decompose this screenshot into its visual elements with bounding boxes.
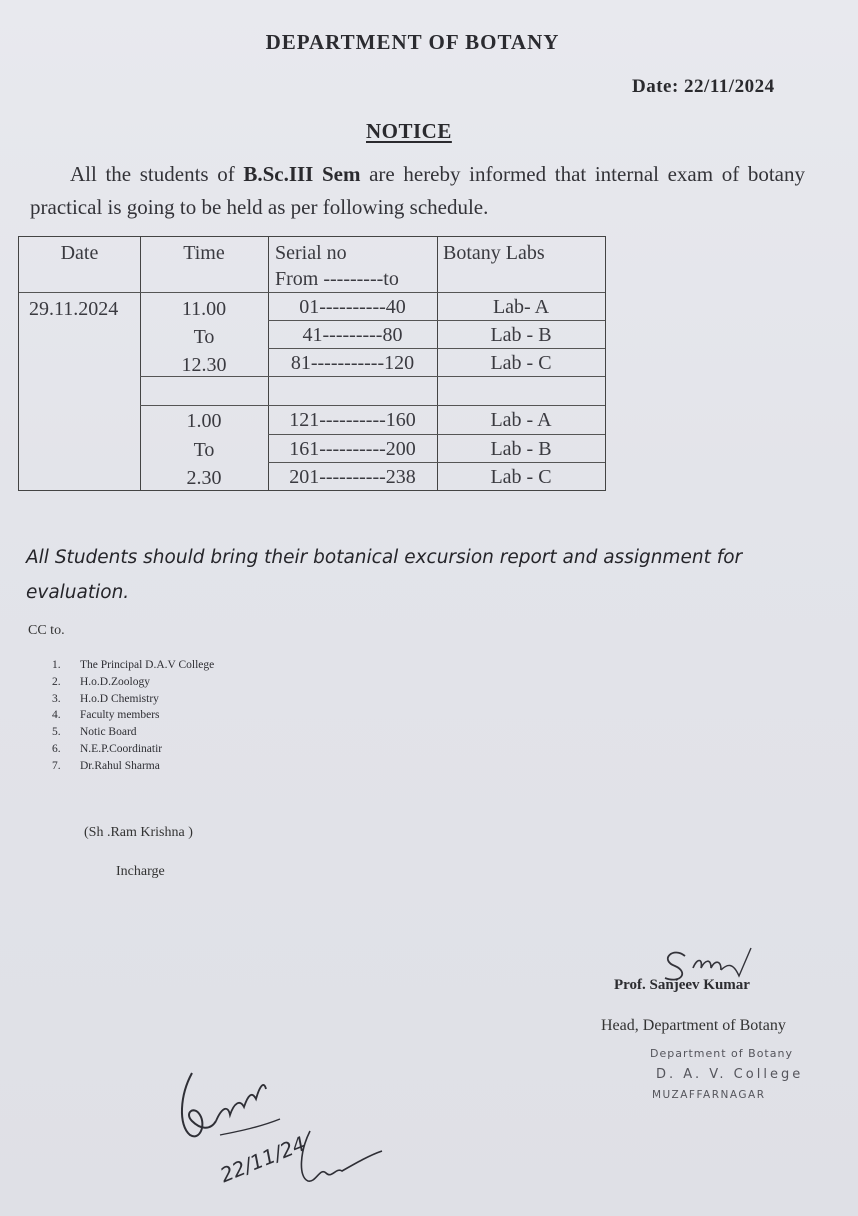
list-text: N.E.P.Coordinatir [80,742,163,755]
list-number: 5. [52,726,61,739]
list-item [52,758,214,775]
received-date-text: 22/11/24 [216,1131,309,1188]
head-name: Prof. Sanjeev Kumar [614,977,750,993]
slot-1-start: 11.00 [181,298,227,320]
header-labs: Botany Labs [443,242,545,264]
serial-range: 201----------238 [289,466,416,488]
lab-name: Lab - A [490,409,552,431]
serial-range: 121----------160 [289,409,416,431]
lab-name: Lab- A [492,296,550,318]
table-divider [268,348,605,349]
list-text: Faculty members [80,709,160,722]
intro-text-end: are hereby informed that internal exam of botany practical is going to be held as per following schedule. [30,162,805,219]
list-item [52,741,214,758]
header-time: Time [183,242,225,264]
notice-title: NOTICE [366,119,452,143]
lab-name: Lab - B [490,438,552,460]
head-role: Head, Department of Botany [601,1017,786,1034]
serial-range: 81-----------120 [290,352,415,374]
header-date: Date [60,242,99,264]
cc-label: CC to. [28,623,65,638]
lab-name: Lab - C [490,352,552,374]
header-serial-range: From ---------to [275,268,399,290]
incharge-role: Incharge [116,864,165,879]
list-number: 6. [52,742,61,755]
list-text: The Principal D.A.V College [80,659,215,671]
intro-course: B.Sc.III Sem [243,162,361,186]
list-item [52,724,214,741]
department-title: DEPARTMENT OF BOTANY [265,30,560,54]
slot-2-start: 1.00 [186,410,222,432]
list-number: 3. [52,692,61,705]
schedule-table [18,236,606,491]
table-divider [268,320,605,321]
serial-range: 41---------80 [302,324,403,346]
slot-2-to: To [193,439,215,461]
list-number: 2. [52,675,61,688]
received-handwriting-icon [170,1055,390,1195]
list-item [52,691,214,708]
list-text: Dr.Rahul Sharma [80,759,160,772]
slot-1-end: 12.30 [181,354,227,376]
table-divider [268,462,605,463]
table-divider [19,292,605,293]
list-number: 4. [52,709,61,722]
intro-text-start: All the students of [70,162,244,186]
stamp-line: MUZAFFARNAGAR [652,1089,766,1101]
cc-list [52,657,214,775]
list-number: 7. [52,759,61,772]
serial-range: 01----------40 [299,296,406,318]
table-divider [140,405,605,406]
list-item [52,707,214,724]
incharge-name: (Sh .Ram Krishna ) [84,825,193,840]
stamp-line: D. A. V. College [656,1067,804,1082]
list-number: 1. [52,659,61,671]
notice-date: Date: 22/11/2024 [632,76,775,97]
list-text: Notic Board [80,726,137,739]
serial-range: 161----------200 [289,438,416,460]
slot-2-end: 2.30 [186,467,222,489]
list-item [52,657,214,674]
list-text: H.o.D Chemistry [80,692,159,705]
lab-name: Lab - C [490,466,552,488]
exam-date: 29.11.2024 [29,298,119,320]
lab-name: Lab - B [490,324,552,346]
intro-paragraph [30,158,805,224]
list-text: H.o.D.Zoology [80,675,150,688]
stamp-line: Department of Botany [650,1047,793,1060]
slot-1-to: To [193,326,215,348]
table-divider [268,434,605,435]
instruction-text: All Students should bring their botanical excursion report and assignment for evaluation. [26,547,743,603]
list-item [52,674,214,691]
header-serial: Serial no [275,242,347,264]
